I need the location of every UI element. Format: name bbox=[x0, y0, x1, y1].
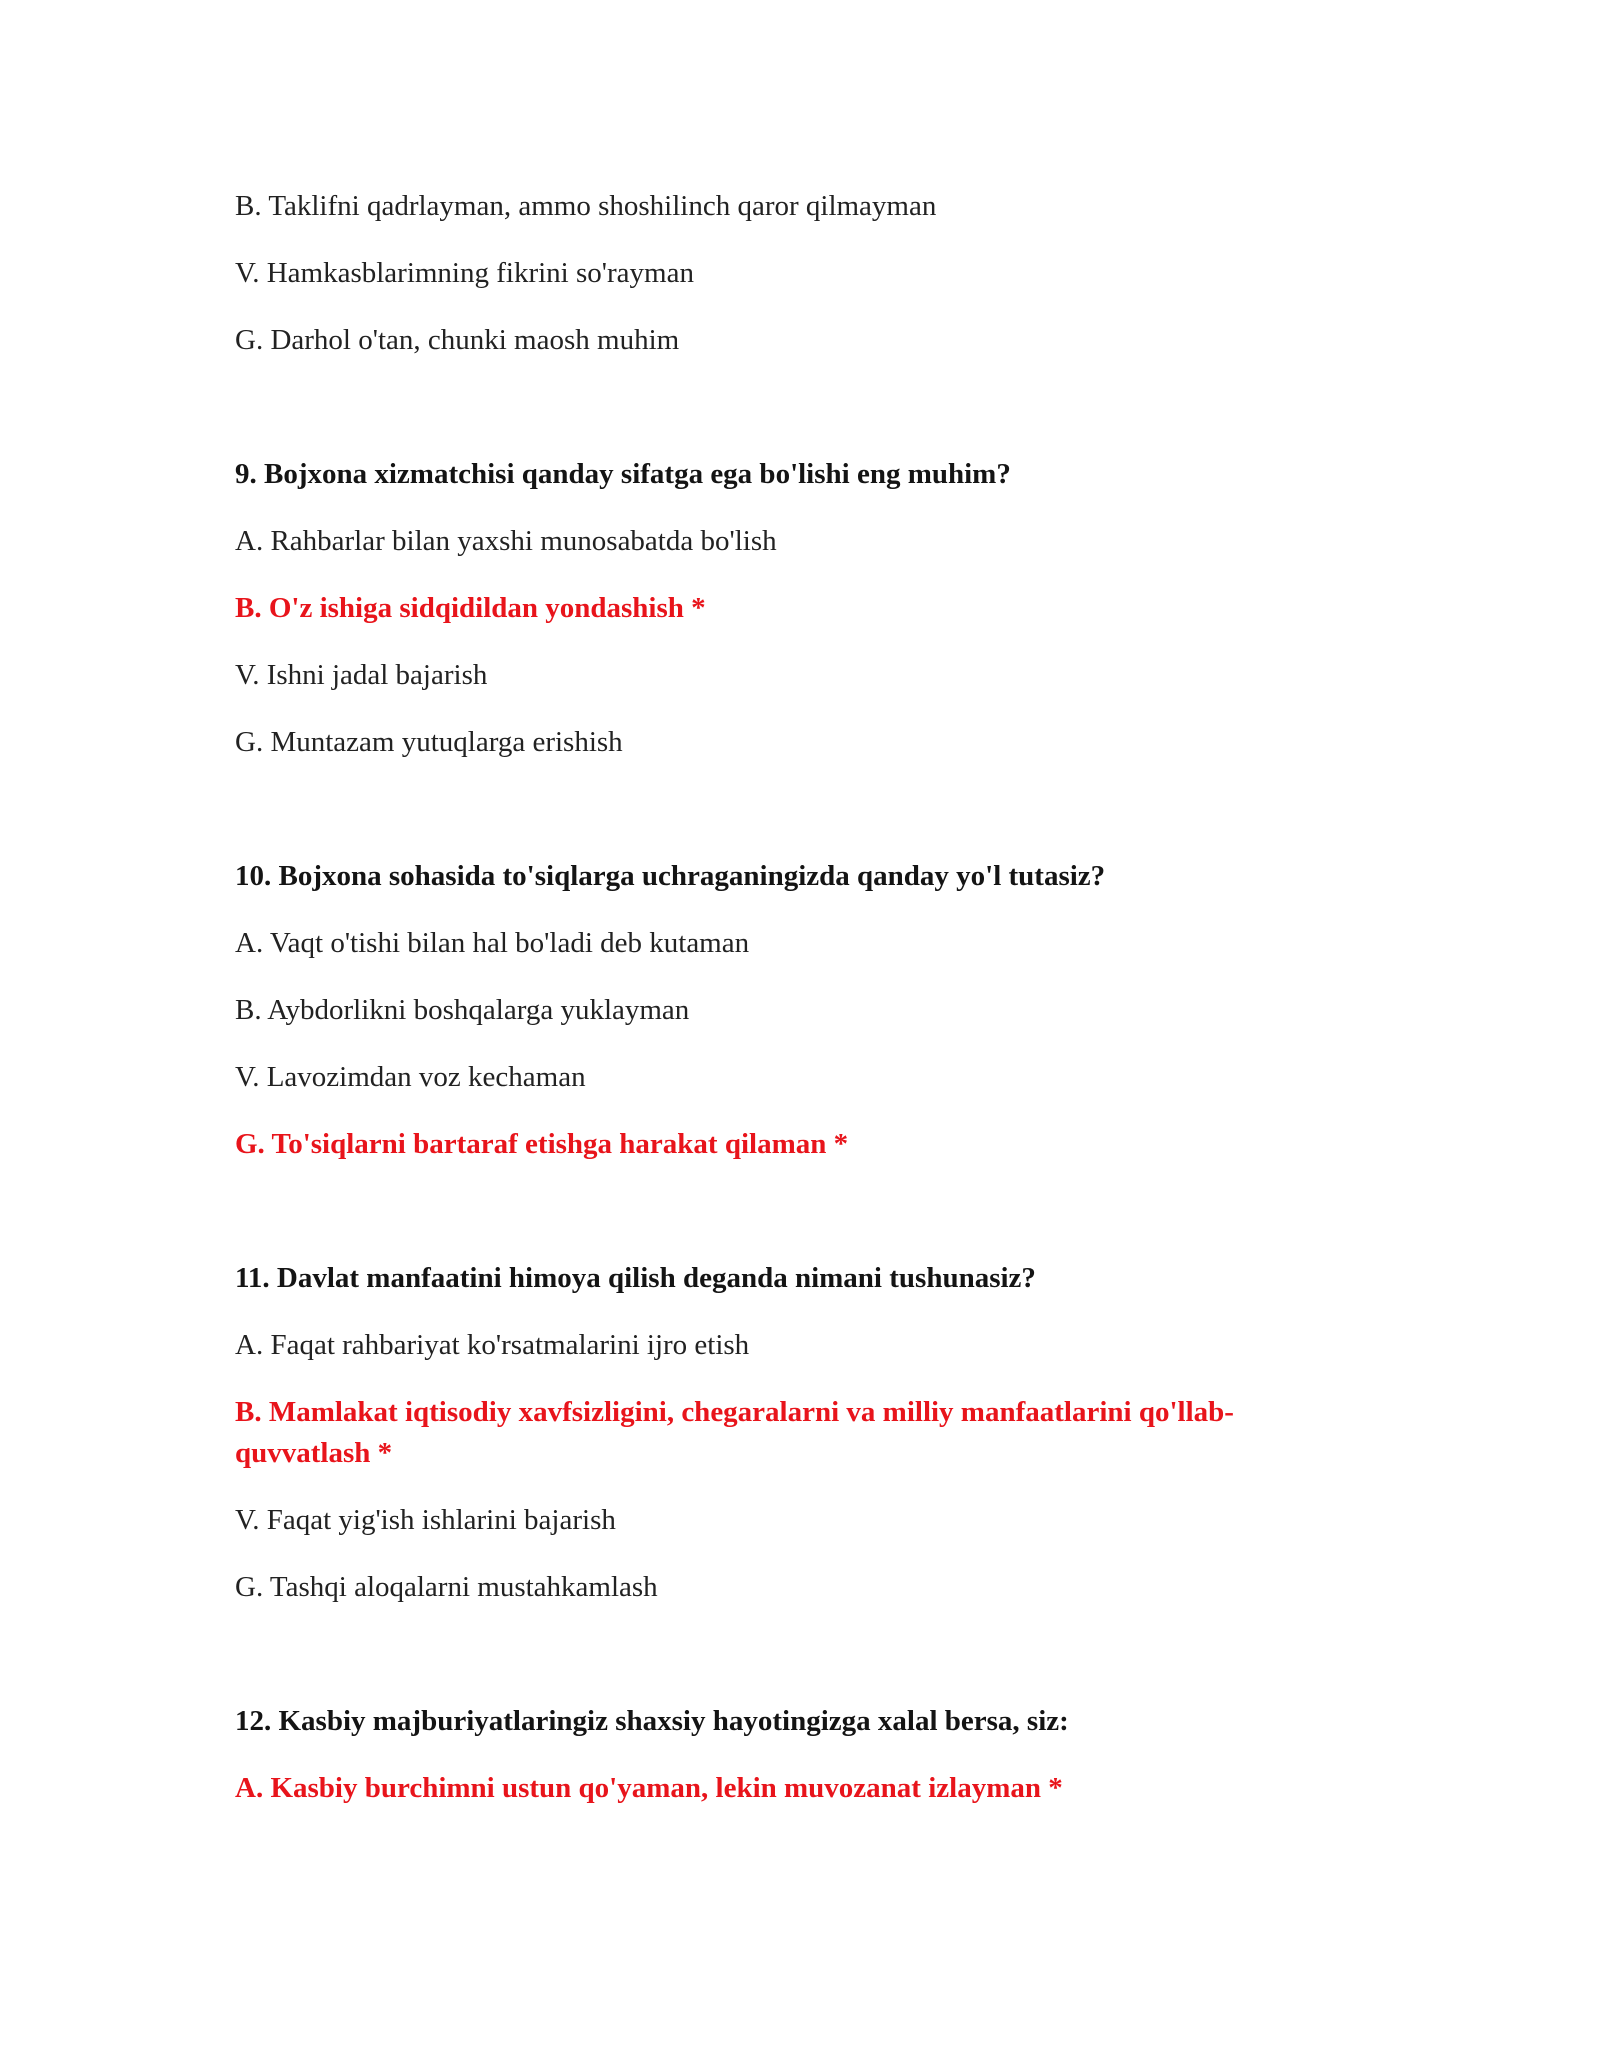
question-10: 10. Bojxona sohasida to'siqlarga uchraganingizda qanday yo'l tutasiz? bbox=[235, 860, 1106, 892]
option-9v: V. Ishni jadal bajarish bbox=[235, 659, 488, 691]
option-8b: B. Taklifni qadrlayman, ammo shoshilinch qaror qilmayman bbox=[235, 190, 937, 222]
option-11g: G. Tashqi aloqalarni mustahkamlash bbox=[235, 1571, 658, 1603]
option-8g: G. Darhol o'tan, chunki maosh muhim bbox=[235, 324, 680, 356]
option-9g: G. Muntazam yutuqlarga erishish bbox=[235, 726, 623, 758]
option-8v: V. Hamkasblarimning fikrini so'rayman bbox=[235, 257, 694, 289]
question-9: 9. Bojxona xizmatchisi qanday sifatga ega bo'lishi eng muhim? bbox=[235, 458, 1011, 490]
option-11v: V. Faqat yig'ish ishlarini bajarish bbox=[235, 1504, 616, 1536]
correct-answer-9b: B. O'z ishiga sidqidildan yondashish * bbox=[235, 592, 706, 624]
option-10a: A. Vaqt o'tishi bilan hal bo'ladi deb kutaman bbox=[235, 927, 750, 959]
option-11a: A. Faqat rahbariyat ko'rsatmalarini ijro etish bbox=[235, 1329, 750, 1361]
correct-answer-11b: B. Mamlakat iqtisodiy xavfsizligini, chegaralarni va milliy manfaatlarini qo'llab-quvvatlash * bbox=[235, 1396, 1234, 1469]
question-12: 12. Kasbiy majburiyatlaringiz shaxsiy hayotingizga xalal bersa, siz: bbox=[235, 1705, 1069, 1737]
correct-answer-10g: G. To'siqlarni bartaraf etishga harakat qilaman * bbox=[235, 1128, 849, 1160]
option-10v: V. Lavozimdan voz kechaman bbox=[235, 1061, 586, 1093]
option-9a: A. Rahbarlar bilan yaxshi munosabatda bo'lish bbox=[235, 525, 777, 557]
question-11: 11. Davlat manfaatini himoya qilish deganda nimani tushunasiz? bbox=[235, 1262, 1036, 1294]
correct-answer-12a: A. Kasbiy burchimni ustun qo'yaman, lekin muvozanat izlayman * bbox=[235, 1772, 1063, 1804]
option-10b: B. Aybdorlikni boshqalarga yuklayman bbox=[235, 994, 690, 1026]
